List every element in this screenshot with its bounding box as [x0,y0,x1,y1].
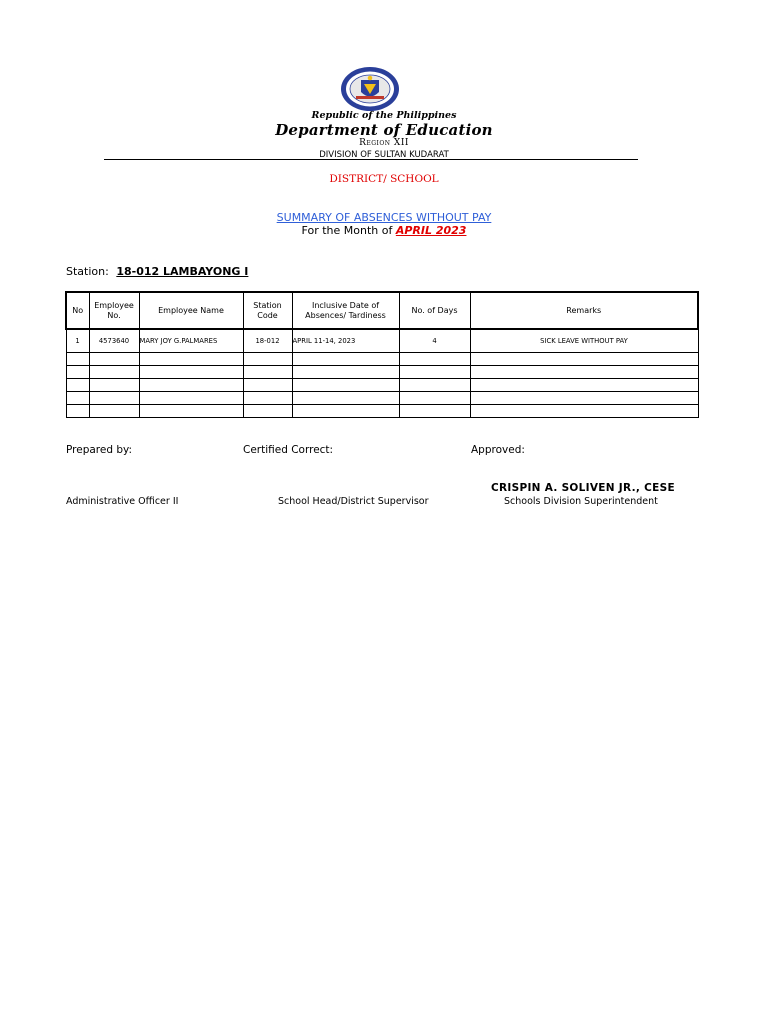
cell-no-of-days [399,353,470,366]
cell-employee-no [89,379,139,392]
col-header-no-of-days: No. of Days [399,292,470,329]
cell-station-code [243,392,292,405]
cell-employee-name [139,379,243,392]
approved-position: Schools Division Superintendent [504,496,658,507]
cell-remarks [470,392,698,405]
table-row [66,366,698,379]
cell-inclusive-date: APRIL 11-14, 2023 [292,329,399,353]
col-header-no: No [66,292,89,329]
cell-remarks [470,405,698,418]
deped-seal-icon [339,66,401,112]
cell-station-code [243,379,292,392]
month-prefix: For the Month of [301,224,396,237]
district-school-label: DISTRICT/ SCHOOL [329,173,439,185]
cell-remarks: SICK LEAVE WITHOUT PAY [470,329,698,353]
cell-no [66,405,89,418]
station-value: 18-012 LAMBAYONG I [116,265,249,278]
cell-employee-name: MARY JOY G.PALMARES [139,329,243,353]
cell-station-code [243,366,292,379]
cell-station-code: 18-012 [243,329,292,353]
cell-employee-no [89,353,139,366]
cell-no-of-days [399,379,470,392]
cell-no [66,379,89,392]
cell-inclusive-date [292,366,399,379]
cell-no-of-days: 4 [399,329,470,353]
prepared-position: Administrative Officer II [66,496,179,507]
cell-employee-name [139,392,243,405]
cell-no-of-days [399,405,470,418]
col-header-employee-no: Employee No. [89,292,139,329]
month-line [0,224,768,237]
cell-employee-name [139,366,243,379]
region-label: Region XII [359,138,409,148]
department-heading: Department of Education [275,121,493,139]
cell-no: 1 [66,329,89,353]
certified-position: School Head/District Supervisor [278,496,429,507]
cell-employee-no [89,405,139,418]
cell-remarks [470,366,698,379]
document-title: SUMMARY OF ABSENCES WITHOUT PAY [276,211,492,224]
table-row [66,353,698,366]
table-header-row [66,292,698,329]
cell-no-of-days [399,392,470,405]
cell-employee-no [89,366,139,379]
cell-remarks [470,379,698,392]
cell-no-of-days [399,366,470,379]
cell-station-code [243,405,292,418]
cell-inclusive-date [292,392,399,405]
prepared-by-label: Prepared by: [66,444,132,456]
table-row [66,379,698,392]
col-header-remarks: Remarks [470,292,698,329]
division-label: DIVISION OF SULTAN KUDARAT [319,150,449,160]
table-row [66,329,698,353]
cell-inclusive-date [292,353,399,366]
cell-employee-no [89,392,139,405]
cell-inclusive-date [292,405,399,418]
approved-label: Approved: [471,444,525,456]
cell-remarks [470,353,698,366]
approver-name: CRISPIN A. SOLIVEN JR., CESE [491,482,675,494]
cell-inclusive-date [292,379,399,392]
table-row [66,392,698,405]
station-label: Station: [66,265,109,278]
cell-employee-no: 4573640 [89,329,139,353]
table-row [66,405,698,418]
republic-heading: Republic of the Philippines [311,110,457,121]
cell-employee-name [139,405,243,418]
absences-table [65,291,699,418]
cell-no [66,392,89,405]
col-header-station-code: Station Code [243,292,292,329]
cell-station-code [243,353,292,366]
certified-correct-label: Certified Correct: [243,444,334,456]
station-line [66,265,248,278]
header-divider [104,159,638,160]
cell-no [66,353,89,366]
col-header-employee-name: Employee Name [139,292,243,329]
cell-employee-name [139,353,243,366]
month-value: APRIL 2023 [395,224,467,237]
col-header-inclusive-date: Inclusive Date of Absences/ Tardiness [292,292,399,329]
cell-no [66,366,89,379]
